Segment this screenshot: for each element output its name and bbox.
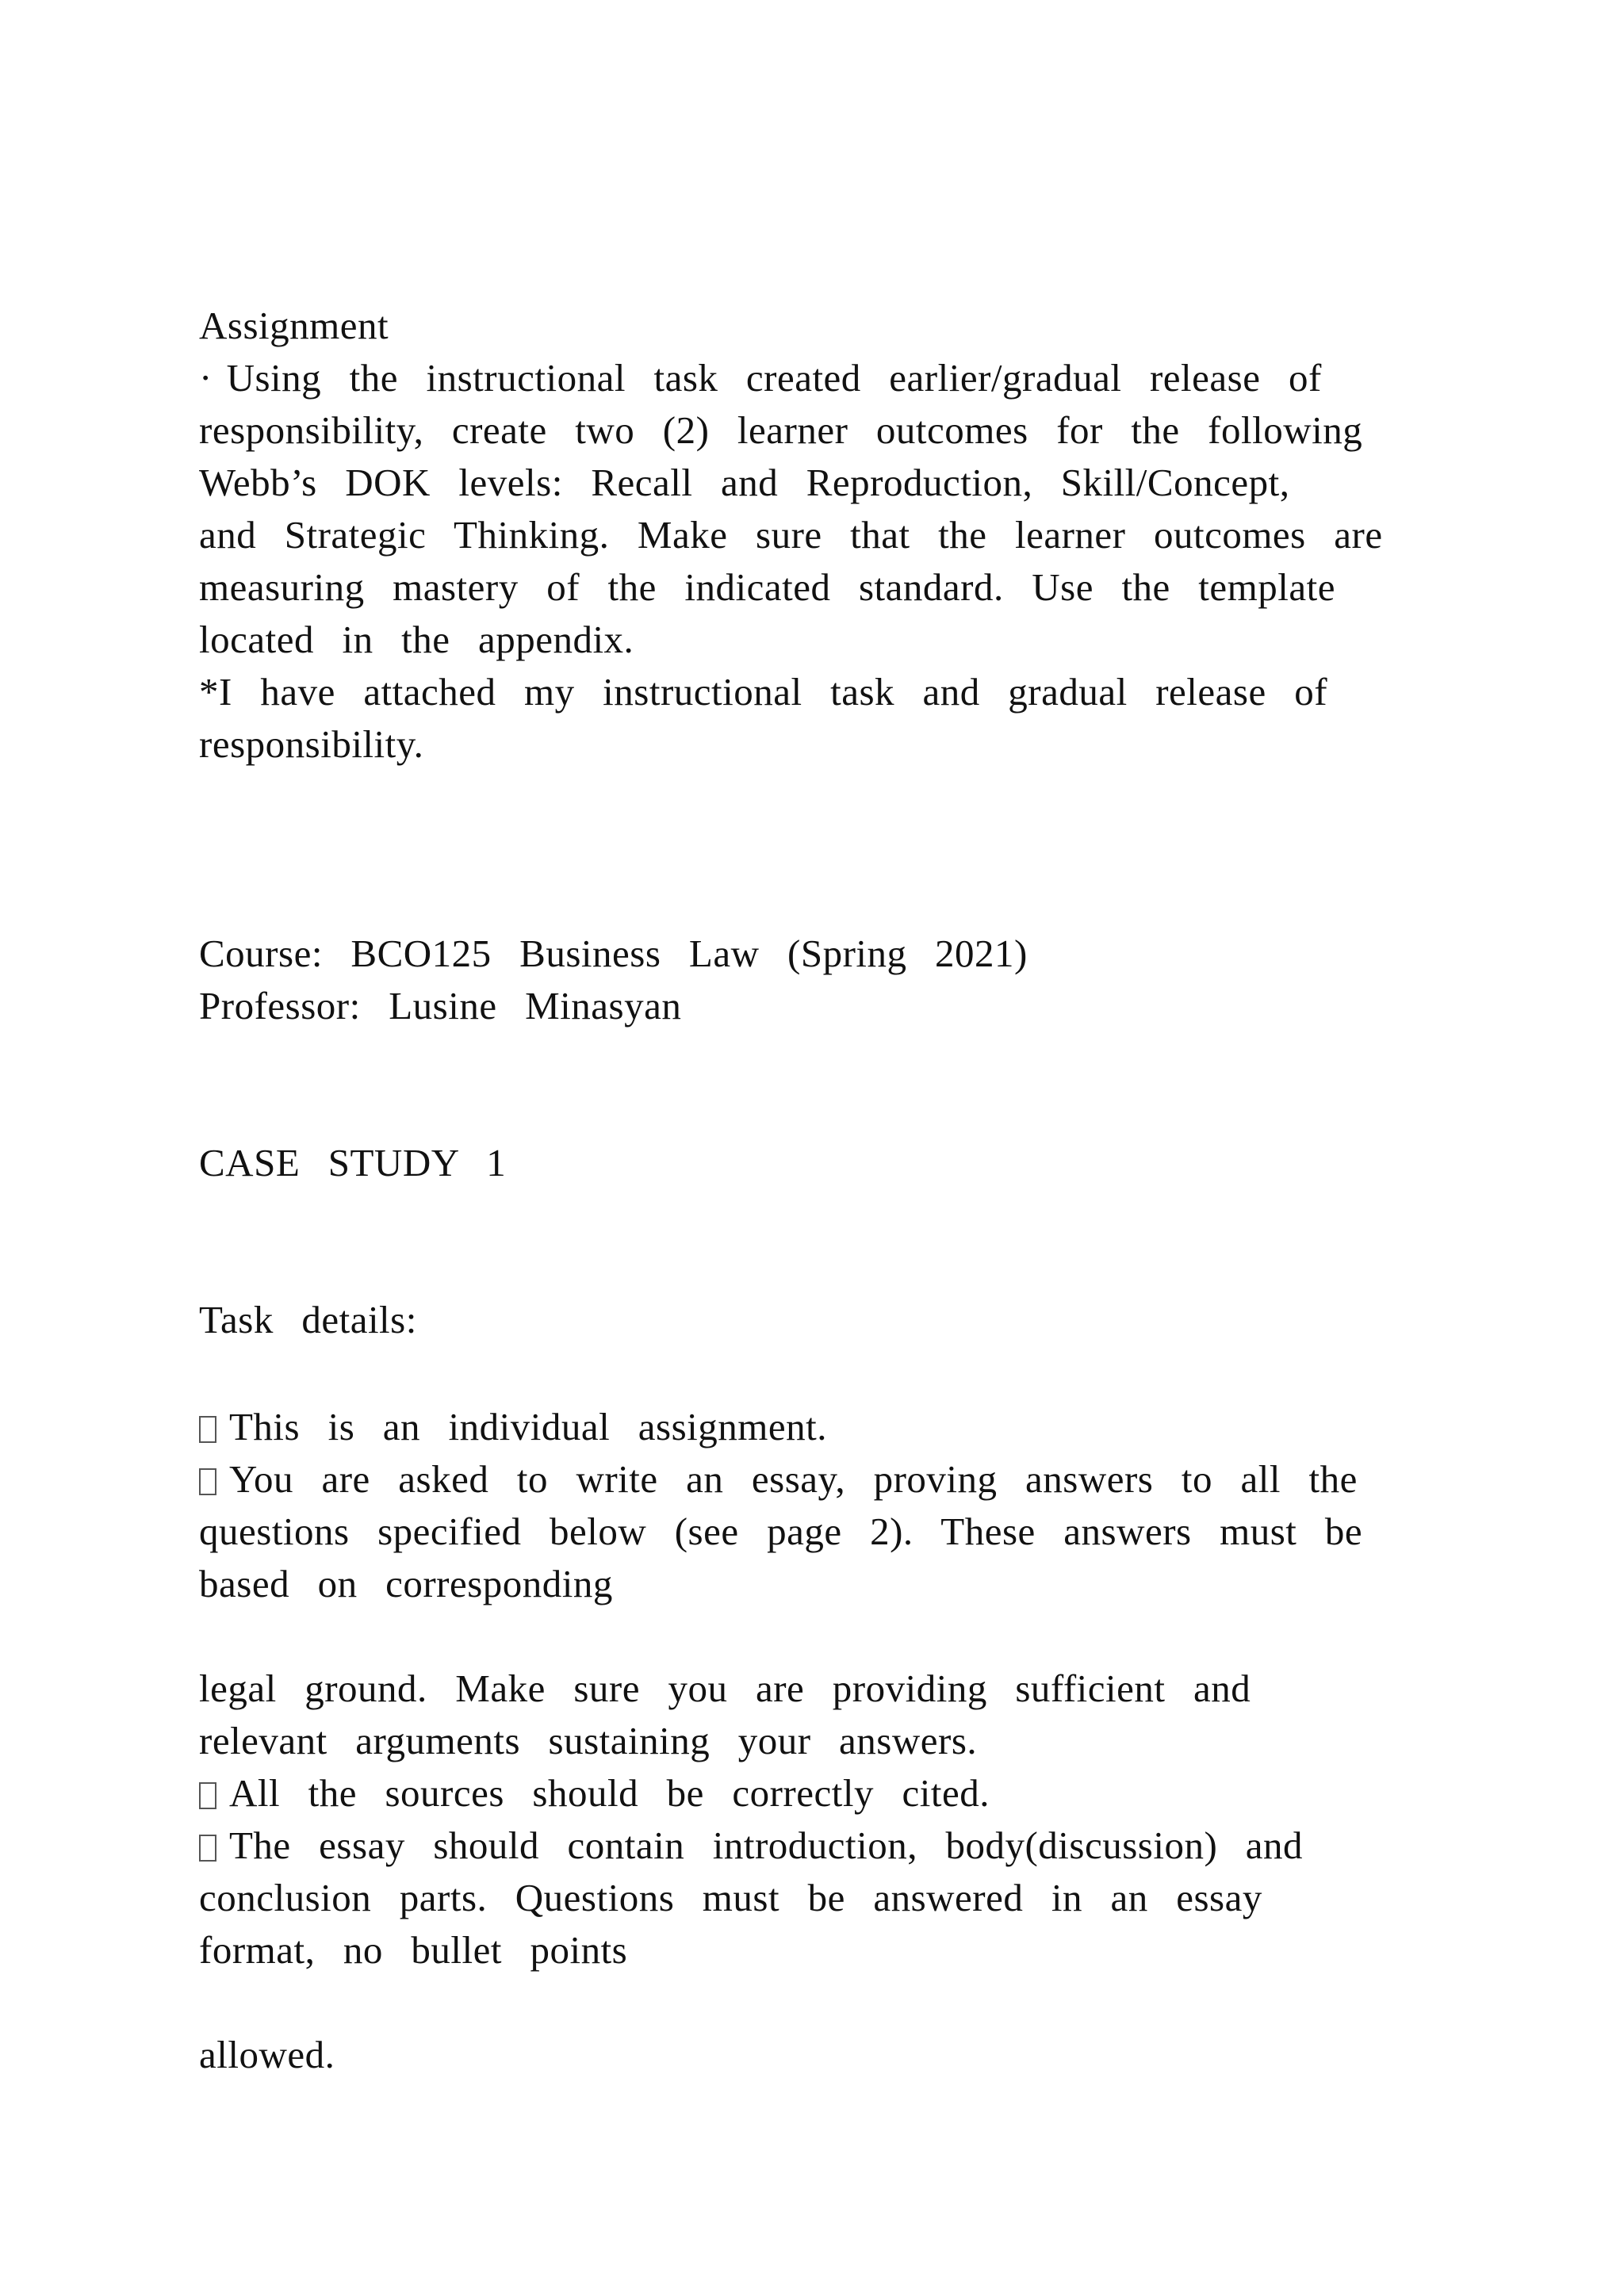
bullet-box-icon xyxy=(199,1835,216,1862)
assignment-line-7: *I have attached my instructional task and gradual release of xyxy=(199,670,1328,714)
task-bullet-2-line-2: questions specified below (see page 2). These answers must be xyxy=(199,1510,1363,1553)
task-bullet-4-text: The essay should contain introduction, body(discussion) and xyxy=(229,1823,1304,1867)
task-bullet-2-line-5: relevant arguments sustaining your answers. xyxy=(199,1719,978,1762)
task-bullet-1-text: This is an individual assignment. xyxy=(229,1405,827,1448)
task-bullet-4-line-2: conclusion parts. Questions must be answered in an essay xyxy=(199,1876,1262,1919)
assignment-line-8: responsibility. xyxy=(199,722,424,766)
task-bullet-3 xyxy=(199,1770,990,1817)
assignment-line-5: measuring mastery of the indicated standard. Use the template xyxy=(199,565,1336,609)
course-line: Course: BCO125 Business Law (Spring 2021) xyxy=(199,932,1028,975)
assignment-title: Assignment xyxy=(199,304,389,347)
assignment-line-4: and Strategic Thinking. Make sure that the learner outcomes are xyxy=(199,513,1383,557)
task-bullet-2 xyxy=(199,1456,1358,1503)
case-study-title: CASE STUDY 1 xyxy=(199,1141,507,1184)
task-bullet-3-text: All the sources should be correctly cited. xyxy=(229,1771,990,1815)
bullet-box-icon xyxy=(199,1468,216,1495)
task-bullet-4 xyxy=(199,1822,1303,1869)
bullet-box-icon xyxy=(199,1416,216,1443)
task-bullet-2-line-4: legal ground. Make sure you are providing sufficient and xyxy=(199,1667,1251,1710)
task-bullet-2-text: You are asked to write an essay, proving answers to all the xyxy=(229,1457,1358,1501)
task-details-heading: Task details: xyxy=(199,1298,417,1341)
task-bullet-2-line-3: based on corresponding xyxy=(199,1562,613,1605)
professor-line: Professor: Lusine Minasyan xyxy=(199,984,682,1027)
assignment-line-6: located in the appendix. xyxy=(199,618,634,661)
bullet-box-icon xyxy=(199,1782,216,1809)
task-bullet-1 xyxy=(199,1403,827,1451)
task-bullet-4-line-3: format, no bullet points xyxy=(199,1928,628,1972)
assignment-line-2: responsibility, create two (2) learner outcomes for the following xyxy=(199,408,1363,452)
assignment-line-3: Webb’s DOK levels: Recall and Reproduction, Skill/Concept, xyxy=(199,461,1290,504)
task-bullet-4-line-4: allowed. xyxy=(199,2033,335,2076)
assignment-line-1: · Using the instructional task created earlier/gradual release of xyxy=(199,356,1322,400)
